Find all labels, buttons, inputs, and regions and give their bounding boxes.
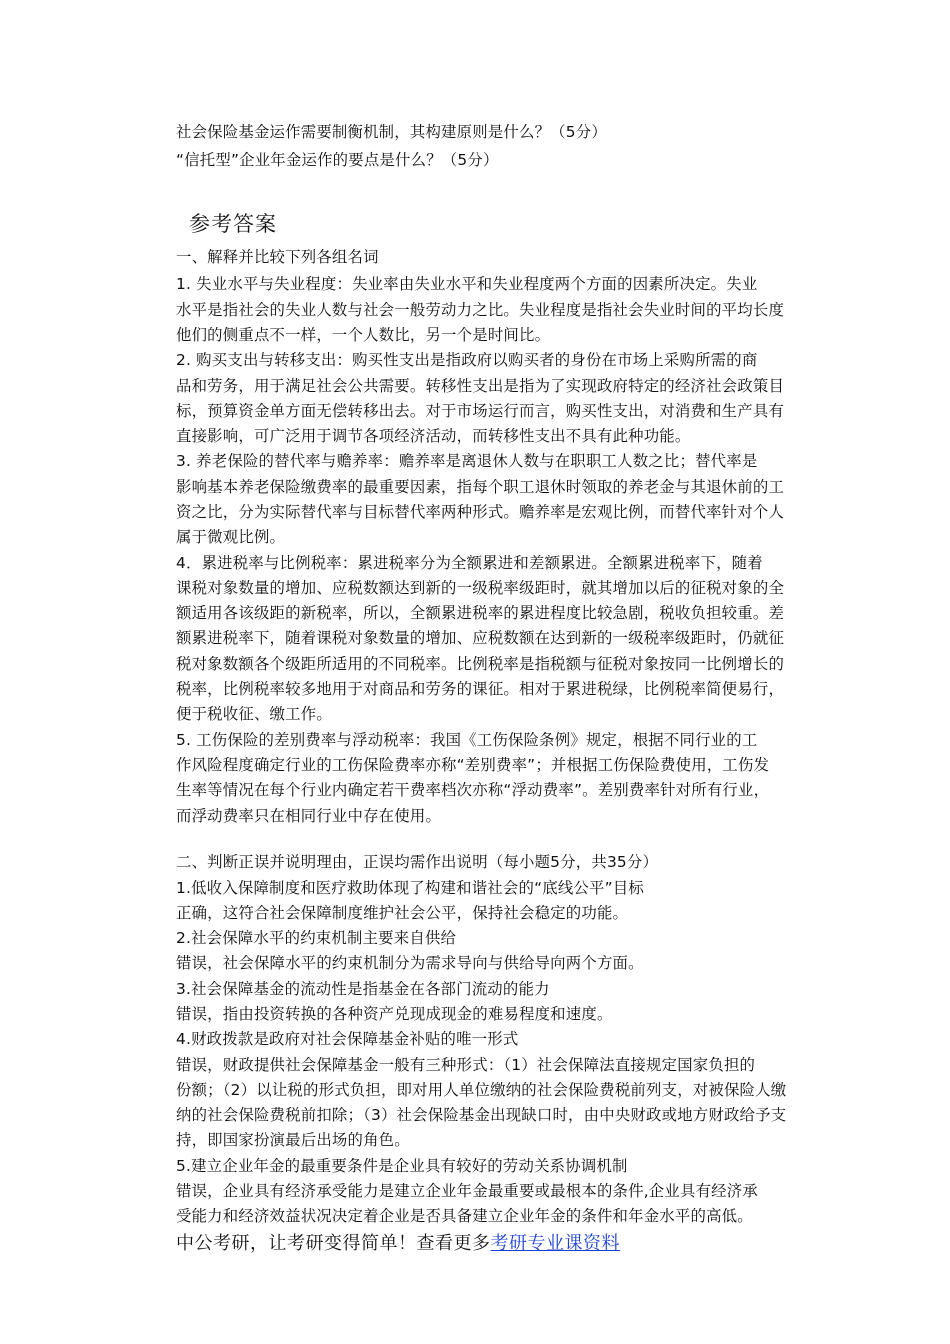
section1-line: 标，预算资金单方面无偿转移出去。对于市场运行而言，购买性支出，对消费和生产具有	[176, 402, 785, 420]
section2-line: 错误，财政提供社会保障基金一般有三种形式：（1）社会保障法直接规定国家负担的	[176, 1056, 756, 1074]
section2-line: 3.社会保障基金的流动性是指基金在各部门流动的能力	[176, 980, 550, 998]
section2-line: 受能力和经济效益状况决定着企业是否具备建立企业年金的条件和年金水平的高低。	[176, 1207, 753, 1225]
section1-line: 5. 工伤保险的差别费率与浮动税率：我国《工伤保险条例》规定，根据不同行业的工	[176, 731, 758, 749]
section1-line: 直接影响，可广泛用于调节各项经济活动，而转移性支出不具有此种功能。	[176, 427, 691, 445]
section1-line: 品和劳务，用于满足社会公共需要。转移性支出是指为了实现政府特定的经济社会政策目	[176, 377, 785, 395]
section1-line: 课税对象数量的增加、应税数额达到新的一级税率级距时，就其增加以后的征税对象的全	[176, 579, 785, 597]
section1-line: 税率，比例税率较多地用于对商品和劳务的课征。相对于累进税绿，比例税率简便易行，	[176, 680, 785, 698]
section1-line: 作风险程度确定行业的工伤保险费率亦称“差别费率”；并根据工伤保险费使用，工伤发	[176, 756, 770, 774]
footer-text: 中公考研，让考研变得简单！查看更多	[176, 1233, 491, 1254]
section1-line: 4．累进税率与比例税率：累进税率分为全额累进和差额累进。全额累进税率下，随着	[176, 554, 763, 572]
footer-link[interactable]: 考研专业课资料	[490, 1233, 620, 1254]
question-5: “信托型”企业年金运作的要点是什么？（5分）	[176, 151, 499, 169]
section2-line: 1.低收入保障制度和医疗救助体现了构建和谐社会的“底线公平”目标	[176, 879, 644, 897]
section1-line: 他们的侧重点不一样，一个人数比，另一个是时间比。	[176, 326, 551, 344]
section1-line: 额适用各该级距的新税率，所以，全额累进税率的累进程度比较急剧，税收负担较重。差	[176, 604, 785, 622]
question-4: 社会保险基金运作需要制衡机制，其构建原则是什么？（5分）	[176, 123, 607, 141]
section1-line: 2. 购买支出与转移支出：购买性支出是指政府以购买者的身份在市场上采购所需的商	[176, 351, 758, 369]
section1-line: 而浮动费率只在相同行业中存在使用。	[176, 807, 442, 825]
section2-line: 错误，指由投资转换的各种资产兑现成现金的难易程度和速度。	[176, 1005, 613, 1023]
section1-title: 一、解释并比较下列各组名词	[176, 248, 379, 266]
section1-line: 属于微观比例。	[176, 528, 286, 546]
section1-line: 税对象数额各个级距所适用的不同税率。比例税率是指税额与征税对象按同一比例增长的	[176, 655, 785, 673]
section2-line: 4.财政拨款是政府对社会保障基金补贴的唯一形式	[176, 1030, 519, 1048]
section2-line: 正确，这符合社会保障制度维护社会公平，保持社会稳定的功能。	[176, 904, 629, 922]
section2-line: 错误，社会保障水平的约束机制分为需求导向与供给导向两个方面。	[176, 954, 644, 972]
section1-line: 3. 养老保险的替代率与赡养率：赡养率是离退休人数与在职职工人数之比；替代率是	[176, 452, 758, 470]
footer	[176, 1232, 620, 1256]
section2-line: 份额；（2）以让税的形式负担，即对用人单位缴纳的社会保险费税前列支，对被保险人缴	[176, 1081, 787, 1099]
section2-line: 持，即国家扮演最后出场的角色。	[176, 1131, 410, 1149]
section2-line: 错误，企业具有经济承受能力是建立企业年金最重要或最根本的条件,企业具有经济承	[176, 1182, 758, 1200]
section2-line: 2.社会保障水平的约束机制主要来自供给	[176, 929, 457, 947]
section2-line: 5.建立企业年金的最重要条件是企业具有较好的劳动关系协调机制	[176, 1157, 628, 1175]
section2-line: 纳的社会保险费税前扣除；（3）社会保险基金出现缺口时，由中央财政或地方财政给予支	[176, 1106, 787, 1124]
section1-line: 额累进税率下，随着课税对象数量的增加、应税数额在达到新的一级税率级距时，仍就征	[176, 629, 785, 647]
answer-heading: 参考答案	[189, 212, 277, 236]
section1-line: 便于税收征、缴工作。	[176, 705, 332, 723]
section1-line: 水平是指社会的失业人数与社会一般劳动力之比。失业程度是指社会失业时间的平均长度	[176, 301, 785, 319]
section1-line: 影响基本养老保险缴费率的最重要因素，指每个职工退休时领取的养老金与其退休前的工	[176, 478, 785, 496]
section1-line: 1. 失业水平与失业程度：失业率由失业水平和失业程度两个方面的因素所决定。失业	[176, 275, 758, 293]
section1-line: 生率等情况在每个行业内确定若干费率档次亦称“浮动费率”。差别费率针对所有行业，	[176, 781, 770, 799]
section1-line: 资之比，分为实际替代率与目标替代率两种形式。赡养率是宏观比例，而替代率针对个人	[176, 503, 785, 521]
section2-title: 二、判断正误并说明理由，正误均需作出说明（每小题5分，共35分）	[176, 853, 659, 871]
